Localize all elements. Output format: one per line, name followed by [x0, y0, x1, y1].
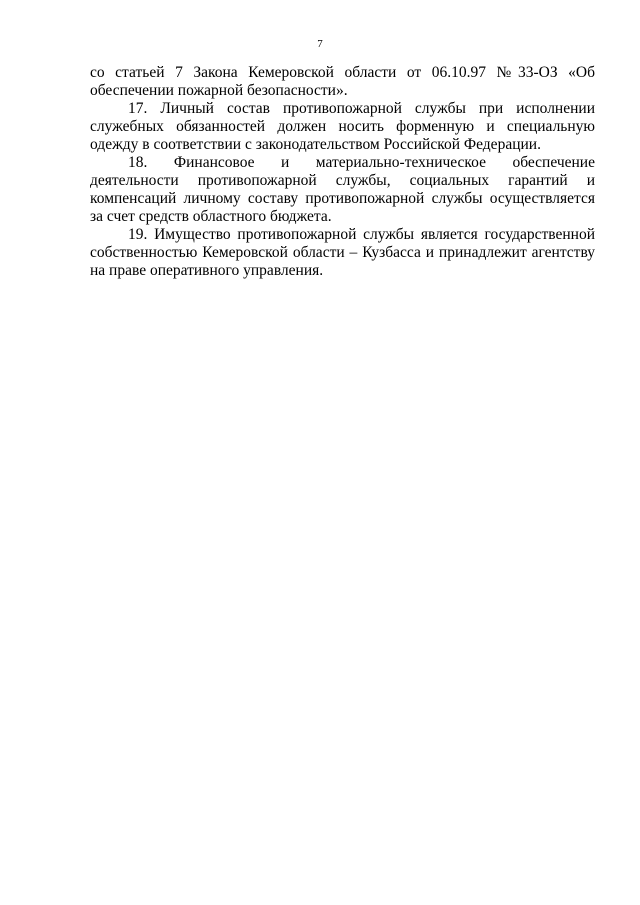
paragraph-continuation: со статьей 7 Закона Кемеровской области от 06.10.97 №33-ОЗ «Об обеспечении пожарной безопасности». [90, 64, 595, 99]
document-body [90, 64, 595, 280]
paragraph-17: 17. Личный состав противопожарной службы при исполнении служебных обязанностей должен носить форменную и специальную одежду в соответствии с законодательством Российской Федерации. [90, 100, 595, 153]
paragraph-19: 19. Имущество противопожарной службы является государственной собственностью Кемеровской области – Кузбасса и принадлежит агентству на праве оперативного управления. [90, 226, 595, 279]
paragraph-18: 18. Финансовое и материально-техническое обеспечение деятельности противопожарной службы, социальных гарантий и компенсаций личному составу противопожарной службы осуществляется за счет средств областного бюджета. [90, 154, 595, 225]
page-number: 7 [317, 38, 323, 50]
